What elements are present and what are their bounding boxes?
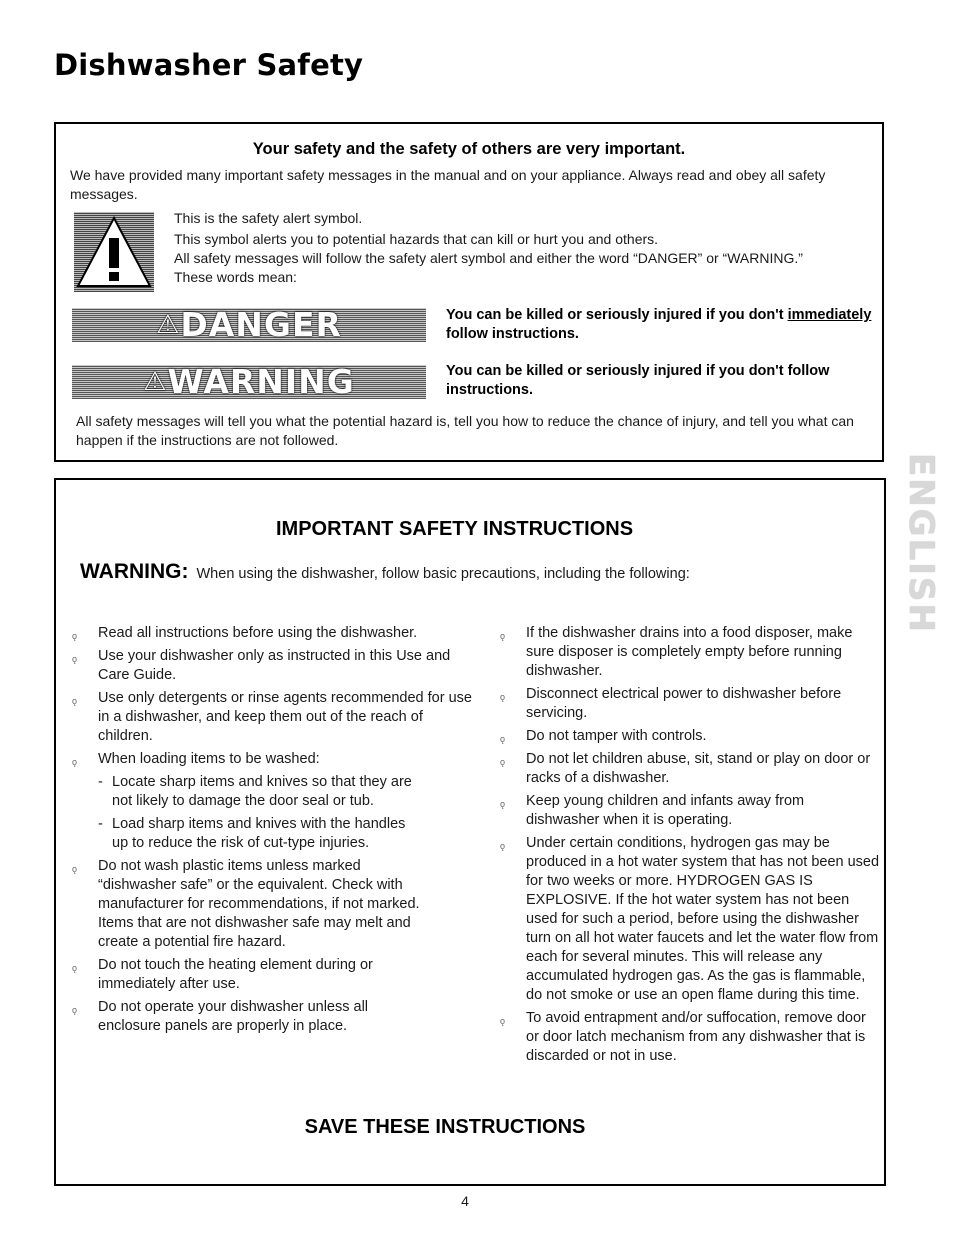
bullet-icon: ǫ [500, 757, 506, 767]
safety-heading: Your safety and the safety of others are very important. [252, 140, 686, 158]
instructions-right-column [500, 624, 880, 1070]
symbol-line: All safety messages will follow the safety alert symbol and either the word “DANGER” or “WARNING.” These words mean: [174, 250, 803, 285]
bullet-icon: ǫ [72, 1005, 78, 1015]
warning-intro-text: When using the dishwasher, follow basic precautions, including the following: [196, 566, 690, 582]
safety-closing: All safety messages will tell you what the potential hazard is, tell you how to reduce the chance of injury, and tell you what can happen if the instructions are not followed. [76, 413, 854, 448]
alert-triangle-icon: ⚠ [156, 310, 181, 340]
symbol-line: This is the safety alert symbol. [174, 210, 363, 226]
list-item: ǫ Do not let children abuse, sit, stand or play on door or racks of a dishwasher. [500, 751, 871, 786]
symbol-line: This symbol alerts you to potential hazards that can kill or hurt you and others. [174, 230, 659, 247]
list-item: ǫ Do not tamper with controls. [500, 727, 880, 746]
warning-lead: WARNING: [80, 560, 189, 583]
list-subitem: - Load sharp items and knives with the handles up to reduce the risk of cut-type injuries. [98, 816, 406, 851]
danger-label: DANGER [180, 308, 342, 342]
bullet-icon: ǫ [500, 692, 506, 702]
important-instructions-box [54, 478, 886, 1186]
bullet-icon: ǫ [72, 963, 78, 973]
bullet-icon: ǫ [500, 631, 506, 641]
bullet-icon: ǫ [500, 734, 506, 744]
warning-label: WARNING [167, 365, 355, 399]
list-item: ǫ Keep young children and infants away from dishwasher when it is operating. [500, 793, 805, 828]
list-item: ǫ Do not operate your dishwasher unless all enclosure panels are properly in place. [72, 999, 369, 1034]
list-item: ǫ When loading items to be washed: [72, 750, 472, 769]
list-item: ǫ Use your dishwasher only as instructed in this Use and Care Guide. [72, 648, 451, 683]
bullet-icon: ǫ [72, 654, 78, 664]
bullet-icon: ǫ [72, 864, 78, 874]
danger-banner [72, 308, 426, 342]
save-instructions-footer: SAVE THESE INSTRUCTIONS [304, 1116, 586, 1138]
safety-alert-icon [74, 212, 154, 292]
alert-triangle-icon: ⚠ [143, 367, 168, 397]
bullet-icon: ǫ [500, 841, 506, 851]
list-item: ǫ Use only detergents or rinse agents recommended for use in a dishwasher, and keep them out of the reach of children. [72, 690, 472, 744]
list-item: ǫ If the dishwasher drains into a food disposer, make sure disposer is completely empty before running dishwasher. [500, 625, 853, 679]
list-item: ǫ Do not touch the heating element during or immediately after use. [72, 957, 373, 992]
bullet-icon: ǫ [500, 799, 506, 809]
safety-message-box [54, 122, 884, 462]
bullet-icon: ǫ [72, 757, 78, 767]
warning-intro [80, 560, 690, 584]
warning-banner [72, 365, 426, 399]
instructions-heading: IMPORTANT SAFETY INSTRUCTIONS [276, 518, 634, 540]
danger-emphasis: immediately [787, 307, 872, 323]
danger-description: You can be killed or seriously injured if you don't immediately follow instructions. [446, 307, 872, 342]
language-tab [887, 453, 941, 634]
warning-description: You can be killed or seriously injured if you don't follow instructions. [446, 363, 830, 398]
list-item: ǫ To avoid entrapment and/or suffocation, remove door or door latch mechanism from any dishwasher that is discarded or not in use. [500, 1010, 866, 1064]
bullet-icon: ǫ [72, 631, 78, 641]
bullet-icon: ǫ [72, 696, 78, 706]
language-tab-label: ENGLISH [901, 453, 941, 634]
list-item: ǫ Under certain conditions, hydrogen gas may be produced in a hot water system that has not been used for two weeks or more. HYDROGEN GAS IS EXPLOSIVE. If the hot water system has not been used for such a period, before using the dishwasher turn on all hot water faucets and let the water flow from each for several minutes. This will release any accumulated hydrogen gas. As the gas is flammable, do not smoke or use an open flame during this time. [500, 835, 880, 1003]
list-item: ǫ Disconnect electrical power to dishwasher before servicing. [500, 686, 842, 721]
instructions-left-column [72, 624, 472, 1040]
page-title: Dishwasher Safety [54, 48, 364, 82]
symbol-explanation [174, 208, 834, 287]
safety-intro: We have provided many important safety messages in the manual and on your appliance. Always read and obey all safety messages. [70, 167, 826, 202]
page-number: 4 [461, 1193, 469, 1209]
list-item: ǫ Do not wash plastic items unless marked “dishwasher safe” or the equivalent. Check with manufacturer for recommendations, if not marked. Items that are not dishwasher safe may melt and create a potential fire hazard. [72, 858, 420, 950]
list-item: ǫ Read all instructions before using the dishwasher. [72, 624, 472, 643]
list-subitem: - Locate sharp items and knives so that they are not likely to damage the door seal or tub. [98, 774, 412, 809]
bullet-icon: ǫ [500, 1016, 506, 1026]
